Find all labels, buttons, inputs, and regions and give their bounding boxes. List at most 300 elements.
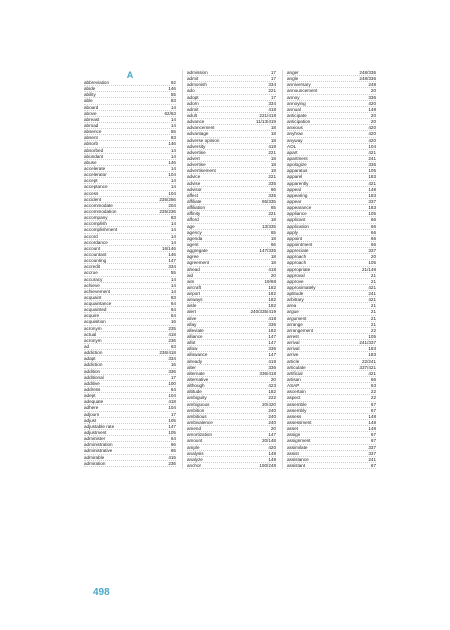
index-page-ref: 14 xyxy=(170,276,176,282)
index-term: aim xyxy=(186,278,195,284)
index-term: accountant xyxy=(84,251,107,257)
index-page-ref: 337 xyxy=(368,450,377,456)
index-term: accrue xyxy=(84,270,98,276)
index-term: amend xyxy=(186,426,202,432)
index-term: afford xyxy=(186,217,199,223)
index-term: applicant xyxy=(287,217,306,223)
index-term: agency xyxy=(186,229,202,235)
index-page-ref: 67 xyxy=(370,407,377,413)
index-term: ascertain xyxy=(287,389,306,395)
index-page-ref: 67 xyxy=(370,432,377,438)
index-page-ref: 55 xyxy=(170,92,176,98)
index-page-ref: 334 xyxy=(168,356,176,362)
index-page-ref: 21 xyxy=(370,278,377,284)
index-term: achieve xyxy=(84,282,100,288)
index-page-ref: 182 xyxy=(268,291,276,297)
index-term: alleviate xyxy=(186,327,204,333)
index-term: affiliate xyxy=(186,198,202,204)
index-page-ref: 105 xyxy=(368,168,377,174)
index-term: ample xyxy=(186,444,200,450)
index-page-ref: 336 xyxy=(368,94,377,100)
index-page-ref: 336 xyxy=(268,346,276,352)
index-term: artisan xyxy=(287,377,301,383)
index-page-ref: 100 xyxy=(168,380,176,386)
index-entry xyxy=(84,461,176,467)
index-term: articulate xyxy=(287,364,306,370)
index-page-ref: 418 xyxy=(168,399,176,405)
index-term: ASAP xyxy=(287,383,300,389)
index-page-ref: 18 xyxy=(270,235,276,241)
index-page-ref: 14 xyxy=(170,288,176,294)
index-term: assignment xyxy=(287,438,311,444)
index-page-ref: 64 xyxy=(170,436,176,442)
index-term: accomplish xyxy=(84,221,107,227)
index-page-ref: 66 xyxy=(270,186,276,192)
index-term: argue xyxy=(287,309,299,315)
index-term: anyway xyxy=(287,137,303,143)
index-page-ref: 66 xyxy=(370,235,377,241)
index-term: arrival xyxy=(287,346,300,352)
index-term: annual xyxy=(287,106,301,112)
index-page-ref: 14 xyxy=(170,184,176,190)
index-term: advise xyxy=(186,180,201,186)
index-term: appliance xyxy=(287,211,307,217)
index-page-ref: 147 xyxy=(268,334,276,340)
index-page-ref: 148 xyxy=(268,450,276,456)
index-page-ref: 17 xyxy=(270,70,276,75)
index-page-ref: 13/335 xyxy=(261,223,276,229)
index-page-ref: 83 xyxy=(170,294,176,300)
index-term: adorn xyxy=(186,100,199,106)
index-page-ref: 105 xyxy=(368,211,377,217)
index-page-ref: 14 xyxy=(170,153,176,159)
index-term: accuracy xyxy=(84,276,103,282)
page-number: 498 xyxy=(93,587,110,598)
index-term: anger xyxy=(287,70,299,75)
index-page-ref: 221 xyxy=(268,149,276,155)
index-term: abreast xyxy=(84,116,100,122)
index-page-ref: 148 xyxy=(368,413,377,419)
index-term: arbitrary xyxy=(287,297,304,303)
index-page-ref: 14 xyxy=(170,227,176,233)
index-page-ref: 14 xyxy=(170,233,176,239)
index-term: accommodate xyxy=(84,202,113,208)
index-term: above xyxy=(84,110,97,116)
index-term: ambiguous xyxy=(186,401,210,407)
index-term: anchor xyxy=(186,463,202,468)
index-page-ref: 183 xyxy=(368,174,377,180)
index-page-ref: 418 xyxy=(268,143,276,149)
index-page-ref: 221 xyxy=(268,174,276,180)
index-term: arrest xyxy=(287,334,299,340)
index-term: amortization xyxy=(186,432,213,438)
index-page-ref: 150/248 xyxy=(259,463,276,468)
index-page-ref: 20 xyxy=(270,272,276,278)
index-page-ref: 240 xyxy=(268,407,276,413)
index-term: analysis xyxy=(186,450,204,456)
index-page-ref: 66 xyxy=(370,241,377,247)
index-term: able xyxy=(84,98,93,104)
index-page-ref: 18 xyxy=(270,125,276,131)
index-page-ref: 67 xyxy=(370,438,377,444)
index-page-ref: 14 xyxy=(170,178,176,184)
index-term: advertisement xyxy=(186,168,216,174)
index-page-ref: 248 xyxy=(368,82,377,88)
index-term: annoying xyxy=(287,100,306,106)
index-term: aggregate xyxy=(186,248,208,254)
index-page-ref: 236 xyxy=(168,460,176,466)
index-page-ref: 14 xyxy=(170,104,176,110)
index-page-ref: 221 xyxy=(268,88,276,94)
index-term: alert xyxy=(186,309,196,315)
index-term: acquainted xyxy=(84,307,107,313)
index-page-ref: 21 xyxy=(370,309,377,315)
index-page-ref: 21 xyxy=(370,272,377,278)
index-page-ref: 418 xyxy=(268,315,276,321)
index-page-ref: 66 xyxy=(370,223,377,229)
index-page-ref: 18 xyxy=(270,168,276,174)
index-term: assist xyxy=(287,450,299,456)
index-term: adept xyxy=(84,393,96,399)
index-page-ref: 147 xyxy=(268,432,276,438)
index-term: administration xyxy=(84,442,113,448)
index-term: advertise xyxy=(186,149,206,155)
index-term: arrival xyxy=(287,340,300,346)
index-page-ref: 248/336 xyxy=(359,76,377,82)
index-page-ref: 421 xyxy=(368,370,377,376)
index-page-ref: 14 xyxy=(170,282,176,288)
index-page-ref: 20/420 xyxy=(261,401,276,407)
index-term: anticipation xyxy=(287,119,311,125)
index-term: assembly xyxy=(287,407,307,413)
index-term: acquaint xyxy=(84,294,102,300)
index-term: airways xyxy=(186,297,203,303)
index-term: application xyxy=(287,223,309,229)
index-term: arrangement xyxy=(287,327,314,333)
index-page-ref: 146 xyxy=(168,86,176,92)
index-term: access xyxy=(84,190,99,196)
index-term: adjust xyxy=(84,417,97,423)
index-term: assistant xyxy=(287,463,306,468)
index-page-ref: 236/418 xyxy=(159,350,176,356)
index-term: admission xyxy=(186,70,208,75)
index-page-ref: 148 xyxy=(268,456,276,462)
index-term: abundant xyxy=(84,153,104,159)
index-term: allay xyxy=(186,321,197,327)
index-page-ref: 336 xyxy=(368,162,377,168)
index-term: airport xyxy=(186,291,201,297)
index-page-ref: 105 xyxy=(368,260,377,266)
index-term: affiliation xyxy=(186,205,206,211)
index-page-ref: 235/256 xyxy=(159,196,176,202)
index-term: AOL xyxy=(287,143,297,149)
index-page-ref: 337/421 xyxy=(359,364,377,370)
index-term: anxious xyxy=(287,125,303,131)
index-page-ref: 418 xyxy=(268,106,276,112)
index-term: affinity xyxy=(186,211,201,217)
index-term: admonish xyxy=(186,82,207,88)
index-term: apart xyxy=(287,149,298,155)
index-term: advancement xyxy=(186,125,215,131)
index-term: accomplishment xyxy=(84,227,118,233)
index-term: alternate xyxy=(186,370,205,376)
index-term: acceptance xyxy=(84,184,108,190)
index-page-ref: 235 xyxy=(168,325,176,331)
index-page-ref: 182 xyxy=(268,303,276,309)
index-term: acronym xyxy=(84,325,102,331)
index-term: affect xyxy=(186,192,199,198)
index-term: additional xyxy=(84,374,104,380)
index-term: appeal xyxy=(287,186,301,192)
index-term: ambitious xyxy=(186,413,207,419)
index-term: approve xyxy=(287,278,304,284)
index-page-ref: 148 xyxy=(368,420,377,426)
index-term: advertise xyxy=(186,162,206,168)
index-term: abuse xyxy=(84,159,97,165)
index-term: although xyxy=(186,383,205,389)
index-term: accept xyxy=(84,178,98,184)
index-page-ref: 336 xyxy=(168,368,176,374)
index-page-ref: 146 xyxy=(168,251,176,257)
index-term: adapt xyxy=(84,356,96,362)
index-term: administrative xyxy=(84,448,113,454)
index-term: assimilate xyxy=(287,444,308,450)
index-page-ref: 22 xyxy=(370,327,377,333)
index-term: admirable xyxy=(84,454,105,460)
index-page-ref: 22 xyxy=(370,389,377,395)
index-page-ref: 83 xyxy=(170,215,176,221)
index-term: arrive xyxy=(287,352,299,358)
index-term: advantage xyxy=(186,131,209,137)
index-page-ref: 183 xyxy=(368,205,377,211)
index-term: appearing xyxy=(287,192,308,198)
index-term: assign xyxy=(287,432,301,438)
index-page-ref: 420 xyxy=(368,125,377,131)
index-term: ado xyxy=(186,88,195,94)
index-page-ref: 420 xyxy=(368,131,377,137)
index-columns xyxy=(84,70,376,469)
index-term: assemble xyxy=(287,401,307,407)
index-page-ref: 146 xyxy=(168,141,176,147)
index-page-ref: 104 xyxy=(168,393,176,399)
index-term: angle xyxy=(287,76,299,82)
index-term: allot xyxy=(186,340,196,346)
index-term: adversity xyxy=(186,143,206,149)
index-page-ref: 235/236 xyxy=(159,208,176,214)
index-page-ref: 18 xyxy=(270,254,276,260)
index-term: accord xyxy=(84,233,98,239)
index-page-ref: 241/337 xyxy=(359,340,377,346)
index-page-ref: 420 xyxy=(368,100,377,106)
index-page-ref: 420 xyxy=(368,137,377,143)
index-term: absent xyxy=(84,135,98,141)
index-term: accelerate xyxy=(84,165,106,171)
index-page-ref: 18 xyxy=(270,162,276,168)
index-term: apologize xyxy=(287,162,307,168)
index-page-ref: 64 xyxy=(170,313,176,319)
index-page-ref: 20 xyxy=(270,426,276,432)
index-page-ref: 67 xyxy=(370,401,377,407)
index-entry xyxy=(287,463,376,469)
index-term: aspect xyxy=(287,395,301,401)
index-page-ref: 183 xyxy=(368,346,377,352)
index-page-ref: 66 xyxy=(170,442,176,448)
index-term: abide xyxy=(84,86,96,92)
index-term: achievement xyxy=(84,288,111,294)
index-term: accordance xyxy=(84,239,108,245)
index-page-ref: 337 xyxy=(368,444,377,450)
index-page-ref: 22 xyxy=(370,395,377,401)
index-term: approach xyxy=(287,260,307,266)
index-term: appointment xyxy=(287,241,313,247)
index-term: already xyxy=(186,358,203,364)
index-term: appearance xyxy=(287,205,312,211)
index-page-ref: 21 xyxy=(370,315,377,321)
index-page-ref: 105 xyxy=(168,417,176,423)
index-page-ref: 65 xyxy=(270,205,276,211)
index-page-ref: 66 xyxy=(370,229,377,235)
index-term: article xyxy=(287,358,300,364)
index-page-ref: 336 xyxy=(268,364,276,370)
index-term: aptitude xyxy=(287,291,304,297)
index-term: alternative xyxy=(186,377,209,383)
index-page-ref: 20/148 xyxy=(261,438,276,444)
index-page-ref: 418 xyxy=(268,358,276,364)
index-term: advance xyxy=(186,119,205,125)
index-term: agreement xyxy=(186,260,209,266)
index-page-ref: 22/241 xyxy=(361,358,377,364)
index-page-ref: 421 xyxy=(368,180,377,186)
index-page-ref: 104 xyxy=(168,172,176,178)
index-term: allowance xyxy=(186,352,208,358)
index-term: accident xyxy=(84,196,102,202)
index-page-ref: 337 xyxy=(368,248,377,254)
index-page-ref: 21/148 xyxy=(361,266,377,272)
index-page-ref: 336 xyxy=(268,321,276,327)
index-page-ref: 147 xyxy=(168,258,176,264)
index-page-ref: 335 xyxy=(268,192,276,198)
index-page-ref: 421 xyxy=(368,297,377,303)
index-page-ref: 62/63 xyxy=(164,110,176,116)
index-term: additive xyxy=(84,380,100,386)
index-page-ref: 241 xyxy=(368,456,377,462)
index-page-ref: 240 xyxy=(268,420,276,426)
index-term: absorb xyxy=(84,141,99,147)
index-page-ref: 104 xyxy=(168,405,176,411)
index-term: aid xyxy=(186,272,194,278)
index-page-ref: 421 xyxy=(368,284,377,290)
index-term: account xyxy=(84,245,101,251)
index-page-ref: 20 xyxy=(370,88,377,94)
index-page-ref: 62 xyxy=(170,80,176,85)
index-page-ref: 17 xyxy=(170,374,176,380)
index-page-ref: 16/146 xyxy=(161,245,176,251)
index-page-ref: 14 xyxy=(170,165,176,171)
index-term: asset xyxy=(287,426,298,432)
index-page-ref: 183 xyxy=(368,192,377,198)
index-term: admiration xyxy=(84,460,106,466)
index-term: acronym xyxy=(84,337,102,343)
index-term: apparel xyxy=(287,174,303,180)
index-term: agree xyxy=(186,254,199,260)
index-term: altitude xyxy=(186,389,202,395)
index-term: adroit xyxy=(186,106,199,112)
index-term: alive xyxy=(186,315,197,321)
index-page-ref: 104 xyxy=(168,190,176,196)
index-page-ref: 418 xyxy=(268,266,276,272)
index-page-ref: 83 xyxy=(170,98,176,104)
index-term: analyze xyxy=(186,456,203,462)
index-page-ref: 18 xyxy=(270,155,276,161)
index-page-ref: 221 xyxy=(268,211,276,217)
index-term: approximately xyxy=(287,284,316,290)
index-term: appear xyxy=(287,198,302,204)
index-term: apparently xyxy=(287,180,309,186)
index-term: assess xyxy=(287,413,302,419)
index-term: advice xyxy=(186,174,201,180)
index-term: abbreviation xyxy=(84,80,110,85)
index-page-ref: 148 xyxy=(368,186,377,192)
index-page-ref: 221/418 xyxy=(259,112,276,118)
index-page-ref: 16 xyxy=(170,362,176,368)
index-page-ref: 11/13/419 xyxy=(255,119,276,125)
index-page-ref: 18 xyxy=(270,137,276,143)
index-term: area xyxy=(287,303,297,309)
index-term: actual xyxy=(84,331,97,337)
index-term: adhere xyxy=(84,405,99,411)
index-page-ref: 20 xyxy=(370,254,377,260)
index-page-ref: 418 xyxy=(168,331,176,337)
index-page-ref: 20 xyxy=(270,377,276,383)
index-column-1 xyxy=(84,70,176,469)
index-page-ref: 14 xyxy=(170,147,176,153)
index-page-ref: 14 xyxy=(170,239,176,245)
index-term: argument xyxy=(287,315,307,321)
index-page-ref: 65/335 xyxy=(261,198,276,204)
index-page-ref: 104 xyxy=(368,143,377,149)
index-term: allow xyxy=(186,346,198,352)
index-term: addiction xyxy=(84,362,103,368)
index-term: advisor xyxy=(186,186,202,192)
index-term: accompany xyxy=(84,215,108,221)
index-term: adequate xyxy=(84,399,104,405)
index-term: agent xyxy=(186,241,199,247)
index-page-ref: 421 xyxy=(368,149,377,155)
index-page-ref: 420 xyxy=(268,444,276,450)
index-page-ref: 240/335/419 xyxy=(250,309,276,315)
index-term: anticipate xyxy=(287,112,307,118)
index-term: adverse opinion xyxy=(186,137,220,143)
index-term: accommodation xyxy=(84,208,117,214)
index-term: agenda xyxy=(186,235,203,241)
index-term: abroad xyxy=(84,122,99,128)
index-term: adjourn xyxy=(84,411,100,417)
index-page-ref: 66 xyxy=(270,241,276,247)
index-term: arrange xyxy=(287,321,303,327)
index-term: appreciate xyxy=(287,248,309,254)
index-term: ambition xyxy=(186,407,205,413)
index-term: adult xyxy=(186,112,197,118)
index-page-ref: 64 xyxy=(170,387,176,393)
index-page-ref: 182 xyxy=(268,327,276,333)
index-page-ref: 105 xyxy=(168,430,176,436)
index-page-ref: 14 xyxy=(170,122,176,128)
index-page-ref: 336/418 xyxy=(259,370,276,376)
section-letter: A xyxy=(126,70,134,80)
index-term: aboard xyxy=(84,104,99,110)
index-term: apartment xyxy=(287,155,308,161)
index-column-3 xyxy=(282,70,376,469)
